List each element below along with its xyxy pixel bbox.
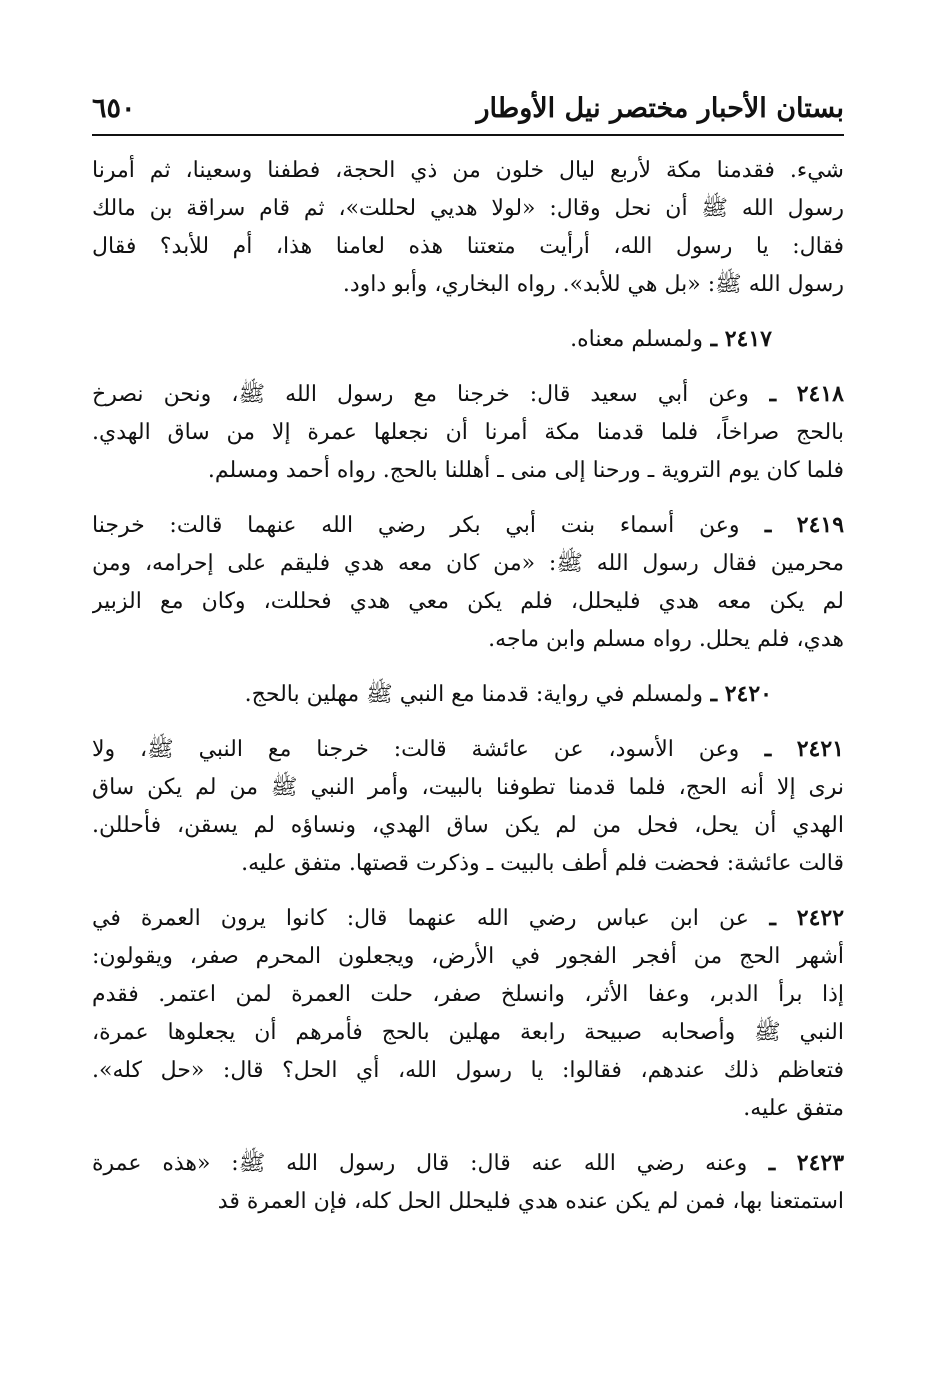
text-line (92, 807, 844, 845)
hadith-number: ٢٤١٧ ـ (702, 326, 772, 352)
hadith-paragraph (92, 899, 844, 1128)
text-line (92, 583, 844, 621)
line-text: وعن الأسود، عن عائشة قالت: خرجنا مع النبي ﷺ، ولا (92, 737, 740, 762)
text-line (92, 845, 844, 883)
hadith-number: ٢٤٢٠ ـ (702, 681, 772, 707)
line-text: لم يكن معه هدي فليحلل، فلم يكن معي هدي فحللت، وكان مع الزبير (92, 589, 844, 614)
hadith-number: ٢٤٢٢ ـ (748, 905, 844, 931)
line-text: قالت عائشة: فحضت فلم أطف بالبيت ـ وذكرت قصتها. متفق عليه. (241, 851, 844, 876)
text-line (92, 152, 844, 190)
text-line (92, 228, 844, 266)
text-line (92, 675, 772, 714)
line-text: متفق عليه. (743, 1096, 844, 1121)
hadith-number: ٢٤٢١ ـ (739, 736, 844, 762)
body-text (92, 152, 844, 1237)
hadith-paragraph (92, 152, 844, 304)
line-text: ولمسلم في رواية: قدمنا مع النبي ﷺ مهلين بالحج. (244, 682, 703, 707)
text-line (92, 1052, 844, 1090)
hadith-paragraph (92, 506, 844, 659)
text-line (92, 1014, 844, 1052)
text-line (92, 320, 772, 359)
line-text: إذا برأ الدبر، وعفا الأثر، وانسلخ صفر، حلت العمرة لمن اعتمر. فقدم (92, 982, 844, 1007)
text-line (92, 414, 844, 452)
line-text: رسول الله ﷺ: «بل هي للأبد». رواه البخاري، وأبو داود. (342, 272, 844, 297)
hadith-paragraph (92, 675, 844, 714)
line-text: شيء. فقدمنا مكة لأربع ليال خلون من ذي الحجة، فطفنا وسعينا، ثم أمرنا (92, 158, 844, 183)
hadith-paragraph (92, 730, 844, 883)
text-line (92, 1090, 844, 1128)
line-text: ولمسلم معناه. (570, 327, 703, 352)
running-header (92, 82, 844, 136)
line-text: نرى إلا أنه الحج، فلما قدمنا تطوفنا بالبيت، وأمر النبي ﷺ من لم يكن ساق (92, 775, 844, 800)
hadith-number: ٢٤٢٣ ـ (747, 1150, 844, 1176)
hadith-paragraph (92, 320, 844, 359)
text-line (92, 452, 844, 490)
text-line (92, 506, 844, 545)
line-text: استمتعنا بها، فمن لم يكن عنده هدي فليحلل الحل كله، فإن العمرة قد (217, 1189, 844, 1214)
line-text: أشهر الحج من أفجر الفجور في الأرض، ويجعلون المحرم صفر، ويقولون: (92, 944, 844, 969)
page-number: ٦٥٠ (92, 92, 136, 124)
hadith-paragraph (92, 375, 844, 490)
text-line (92, 375, 844, 414)
line-text: فلما كان يوم التروية ـ ورحنا إلى منى ـ أهللنا بالحج. رواه أحمد ومسلم. (207, 458, 844, 483)
line-text: محرمين فقال رسول الله ﷺ: «من كان معه هدي فليقم على إحرامه، ومن (92, 551, 844, 576)
line-text: وعن أسماء بنت أبي بكر رضي الله عنهما قالت: خرجنا (92, 513, 740, 538)
hadith-number: ٢٤١٩ ـ (739, 512, 844, 538)
line-text: فتعاظم ذلك عندهم، فقالوا: يا رسول الله، أي الحل؟ قال: «حل كله». (92, 1058, 844, 1083)
line-text: الهدي أن يحل، فحل من لم يكن ساق الهدي، ونساؤه لم يسقن، فأحللن. (92, 813, 844, 838)
text-line (92, 730, 844, 769)
hadith-number: ٢٤١٨ ـ (748, 381, 844, 407)
text-line (92, 621, 844, 659)
text-line (92, 1144, 844, 1183)
line-text: بالحج صراخاً، فلما قدمنا مكة أمرنا أن نجعلها عمرة إلا من ساق الهدي. (92, 420, 844, 445)
running-title: بستان الأحبار مختصر نيل الأوطار (476, 92, 844, 124)
text-line (92, 938, 844, 976)
line-text: فقال: يا رسول الله، أرأيت متعتنا هذه لعامنا هذا، أم للأبد؟ فقال (92, 234, 844, 259)
line-text: هدي، فلم يحلل. رواه مسلم وابن ماجه. (488, 627, 844, 652)
line-text: عن ابن عباس رضي الله عنهما قال: كانوا يرون العمرة في (92, 906, 749, 931)
text-line (92, 190, 844, 228)
text-line (92, 1183, 844, 1221)
line-text: رسول الله ﷺ أن نحل وقال: «لولا هديي لحللت»، ثم قام سراقة بن مالك (92, 196, 844, 221)
text-line (92, 545, 844, 583)
text-line (92, 976, 844, 1014)
text-line (92, 769, 844, 807)
text-line (92, 266, 844, 304)
line-text: وعن أبي سعيد قال: خرجنا مع رسول الله ﷺ، ونحن نصرخ (92, 382, 749, 407)
line-text: وعنه رضي الله عنه قال: قال رسول الله ﷺ: «هذه عمرة (92, 1151, 748, 1176)
hadith-paragraph (92, 1144, 844, 1221)
text-line (92, 899, 844, 938)
line-text: النبي ﷺ وأصحابه صبيحة رابعة مهلين بالحج فأمرهم أن يجعلوها عمرة، (92, 1020, 844, 1045)
